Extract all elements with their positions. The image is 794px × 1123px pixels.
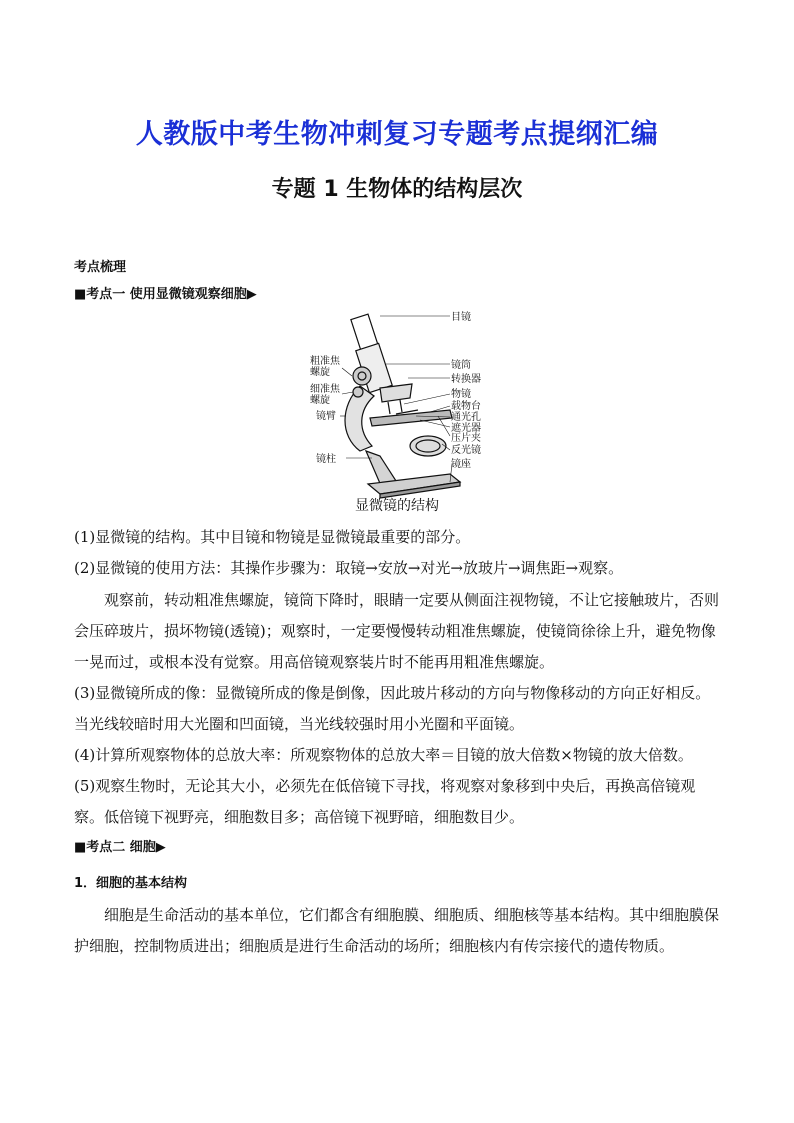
label-pillar: 镜柱 (316, 454, 336, 465)
topic-two-heading: ■考点二 细胞▶ (74, 840, 166, 855)
label-coarse-focus-2: 螺旋 (310, 367, 330, 378)
label-coarse-focus-1: 粗准焦 (310, 356, 340, 367)
label-fine-focus-2: 螺旋 (310, 395, 330, 406)
paragraph-operation: 观察前，转动粗准焦螺旋，镜筒下降时，眼睛一定要从侧面注视物镜，不让它接触玻片，否则会压碎玻片，损坏物镜(透镜)；观察时，一定要慢慢转动粗准焦螺旋，使镜筒徐徐上升，避免物像一晃而过，或根本没有觉察。用高倍镜观察装片时不能再用粗准焦螺旋。 (74, 591, 720, 671)
label-base: 镜座 (451, 459, 471, 470)
paragraph-structure: (1)显微镜的结构。其中目镜和物镜是显微镜最重要的部分。 (74, 528, 471, 546)
microscope-diagram (300, 306, 500, 506)
cell-structure-heading: 1．细胞的基本结构 (74, 876, 188, 891)
label-clip: 压片夹 (451, 433, 481, 444)
label-mirror: 反光镜 (451, 445, 481, 456)
label-tube: 镜筒 (451, 360, 471, 371)
label-eyepiece: 目镜 (451, 312, 471, 323)
document-title: 人教版中考生物冲刺复习专题考点提纲汇编 (135, 119, 659, 150)
label-fine-focus-1: 细准焦 (310, 384, 340, 395)
label-stage: 载物台 (451, 401, 481, 412)
section-heading: 考点梳理 (74, 260, 127, 275)
figure-caption: 显微镜的结构 (355, 498, 439, 514)
label-arm: 镜臂 (316, 411, 336, 422)
paragraph-magnification: (4)计算所观察物体的总放大率：所观察物体的总放大率＝目镜的放大倍数×物镜的放大倍数。 (74, 746, 693, 764)
paragraph-observation: (5)观察生物时，无论其大小，必须先在低倍镜下寻找，将观察对象移到中央后，再换高倍镜观察。低倍镜下视野亮，细胞数目多；高倍镜下视野暗，细胞数目少。 (74, 777, 696, 826)
label-nosepiece: 转换器 (451, 374, 481, 385)
label-objective: 物镜 (451, 389, 471, 400)
label-aperture: 通光孔 (451, 412, 481, 423)
paragraph-usage: (2)显微镜的使用方法：其操作步骤为：取镜→安放→对光→放玻片→调焦距→观察。 (74, 559, 624, 577)
topic-one-heading: ■考点一 使用显微镜观察细胞▶ (74, 287, 257, 302)
label-diaphragm: 遮光器 (451, 423, 481, 434)
chapter-title: 专题 1 生物体的结构层次 (271, 177, 523, 202)
paragraph-cell-structure: 细胞是生命活动的基本单位，它们都含有细胞膜、细胞质、细胞核等基本结构。其中细胞膜保护细胞，控制物质进出；细胞质是进行生命活动的场所；细胞核内有传宗接代的遗传物质。 (74, 906, 720, 955)
paragraph-image: (3)显微镜所成的像：显微镜所成的像是倒像，因此玻片移动的方向与物像移动的方向正好相反。当光线较暗时用大光圈和凹面镜，当光线较强时用小光圈和平面镜。 (74, 684, 711, 733)
